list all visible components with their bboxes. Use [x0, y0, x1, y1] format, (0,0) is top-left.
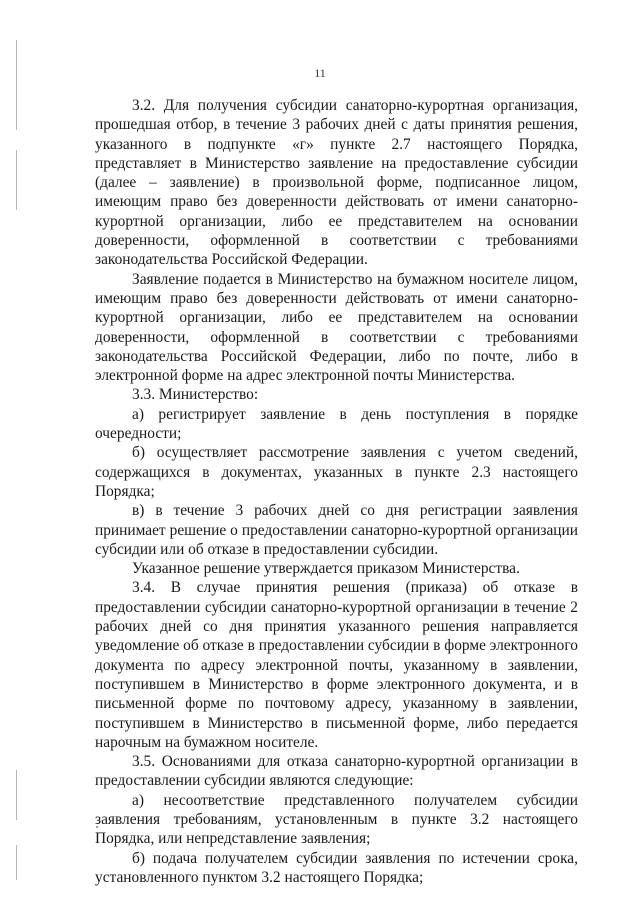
paragraph-3-5-b: б) подача получателем субсидии заявления по истечении срока, установленного пунктом 3.2 настоящего Порядка; [95, 849, 578, 886]
paragraph-3-5: 3.5. Основаниями для отказа санаторно-курортной организации в предоставлении субсидии являются следующие: [95, 753, 578, 790]
scan-edge-mark [16, 845, 17, 880]
paragraph-3-3-v: в) в течение 3 рабочих дней со дня регистрации заявления принимает решение о предоставлении санаторно-курортной организации субсидии или об отказе в предоставлении субсидии. [95, 502, 578, 558]
paragraph-3-3: 3.3. Министерство: [132, 386, 259, 404]
scan-edge-mark [16, 770, 17, 820]
paragraph-3-5-a: а) несоответствие представленного получателем субсидии заявления требованиям, установленным в пункте 3.2 настоящего Порядка, или непредставление заявления; [95, 791, 578, 848]
scan-edge-mark [16, 40, 17, 130]
paragraph-3-3-b: б) осуществляет рассмотрение заявления с учетом сведений, содержащихся в документах, указанных в пункте 2.3 настоящего Порядка; [95, 444, 578, 500]
paragraph-3-3-a: а) регистрирует заявление в день поступления в порядке очередности; [95, 405, 578, 443]
scan-edge-mark [16, 150, 17, 210]
document-body [95, 96, 578, 887]
page-number: 11 [314, 66, 326, 80]
paragraph-3-2: 3.2. Для получения субсидии санаторно-курортная организация, прошедшая отбор, в течение 3 рабочих дней с даты принятия решения, указанного в подпункте «г» пункте 2.7 настоящего Порядка, представляет в Министерство заявление на предоставление субсидии (далее – заявление) в произвольной форме, подписанное лицом, имеющим право без доверенности действовать от имени санаторно-курортной организации, либо ее представителем на основании доверенности, оформленной в соответствии с требованиями законодательства Российской Федерации. [95, 97, 578, 269]
paragraph-decision: Указанное решение утверждается приказом Министерства. [132, 560, 520, 578]
paragraph-3-4: 3.4. В случае принятия решения (приказа) об отказе в предоставлении субсидии санаторно-курортной организации в течение 2 рабочих дней со дня принятия указанного решения направляется уведомление об отказе в предоставлении субсидии в форме электронного документа по адресу электронной почты, указанному в заявлении, поступившем в Министерство в форме электронного документа, и в письменной форме по почтовому адресу, указанному в заявлении, поступившем в Министерство в письменной форме, либо передается нарочным на бумажном носителе. [95, 579, 578, 751]
paragraph-submission: Заявление подается в Министерство на бумажном носителе лицом, имеющим право без доверенности действовать от имени санаторно-курортной организации, либо ее представителем на основании доверенности, оформленной в соответствии с требованиями законодательства Российской Федерации, либо по почте, либо в электронной форме на адрес электронной почты Министерства. [95, 270, 578, 385]
